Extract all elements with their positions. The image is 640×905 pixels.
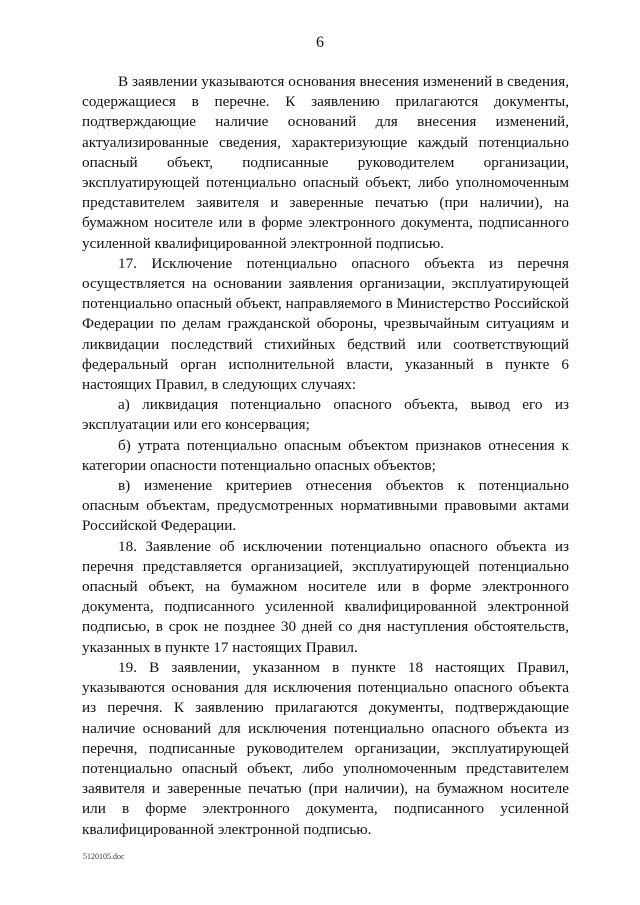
page-number: 6	[316, 34, 324, 51]
paragraph-amendment-grounds: В заявлении указываются основания внесения изменений в сведения, содержащиеся в перечне. К заявлению прилагаются документы, подтверждающие наличие оснований для внесения изменений, актуализированные сведения, характеризующие каждый потенциально опасный объект, подписанные руководителем организации, эксплуатирующей потенциально опасный объект, либо уполномоченным представителем заявителя и заверенные печатью (при наличии), на бумажном носителе или в форме электронного документа, подписанного усиленной квалифицированной электронной подписью.	[82, 73, 569, 252]
paragraph-17c: в) изменение критериев отнесения объектов к потенциально опасным объектам, предусмотренных нормативными правовыми актами Российской Федерации.	[82, 477, 569, 535]
footer-filename: 5120105.doc	[83, 852, 125, 861]
paragraph-18: 18. Заявление об исключении потенциально опасного объекта из перечня представляется организацией, эксплуатирующей потенциально опасный объект, на бумажном носителе или в форме электронного документа, подписанного усиленной квалифицированной электронной подписью, в срок не позднее 30 дней со дня наступления обстоятельств, указанных в пункте 17 настоящих Правил.	[82, 537, 569, 656]
paragraph-19: 19. В заявлении, указанном в пункте 18 настоящих Правил, указываются основания для исключения потенциально опасного объекта из перечня. К заявлению прилагаются документы, подтверждающие наличие оснований для исключения потенциально опасного объекта из перечня, подписанные руководителем организации, эксплуатирующей потенциально опасный объект, либо уполномоченным представителем заявителя и заверенные печатью (при наличии), на бумажном носителе или в форме электронного документа, подписанного усиленной квалифицированной электронной подписью.	[82, 658, 569, 838]
document-body	[82, 72, 569, 840]
paragraph-17b: б) утрата потенциально опасным объектом признаков отнесения к категории опасности потенциально опасных объектов;	[82, 436, 569, 474]
paragraph-17a: а) ликвидация потенциально опасного объекта, вывод его из эксплуатации или его консервация;	[82, 396, 569, 434]
paragraph-17: 17. Исключение потенциально опасного объекта из перечня осуществляется на основании заявления организации, эксплуатирующей потенциально опасный объект, направляемого в Министерство Российской Федерации по делам гражданской обороны, чрезвычайным ситуациям и ликвидации последствий стихийных бедствий или соответствующий федеральный орган исполнительной власти, указанный в пункте 6 настоящих Правил, в следующих случаях:	[82, 254, 569, 394]
